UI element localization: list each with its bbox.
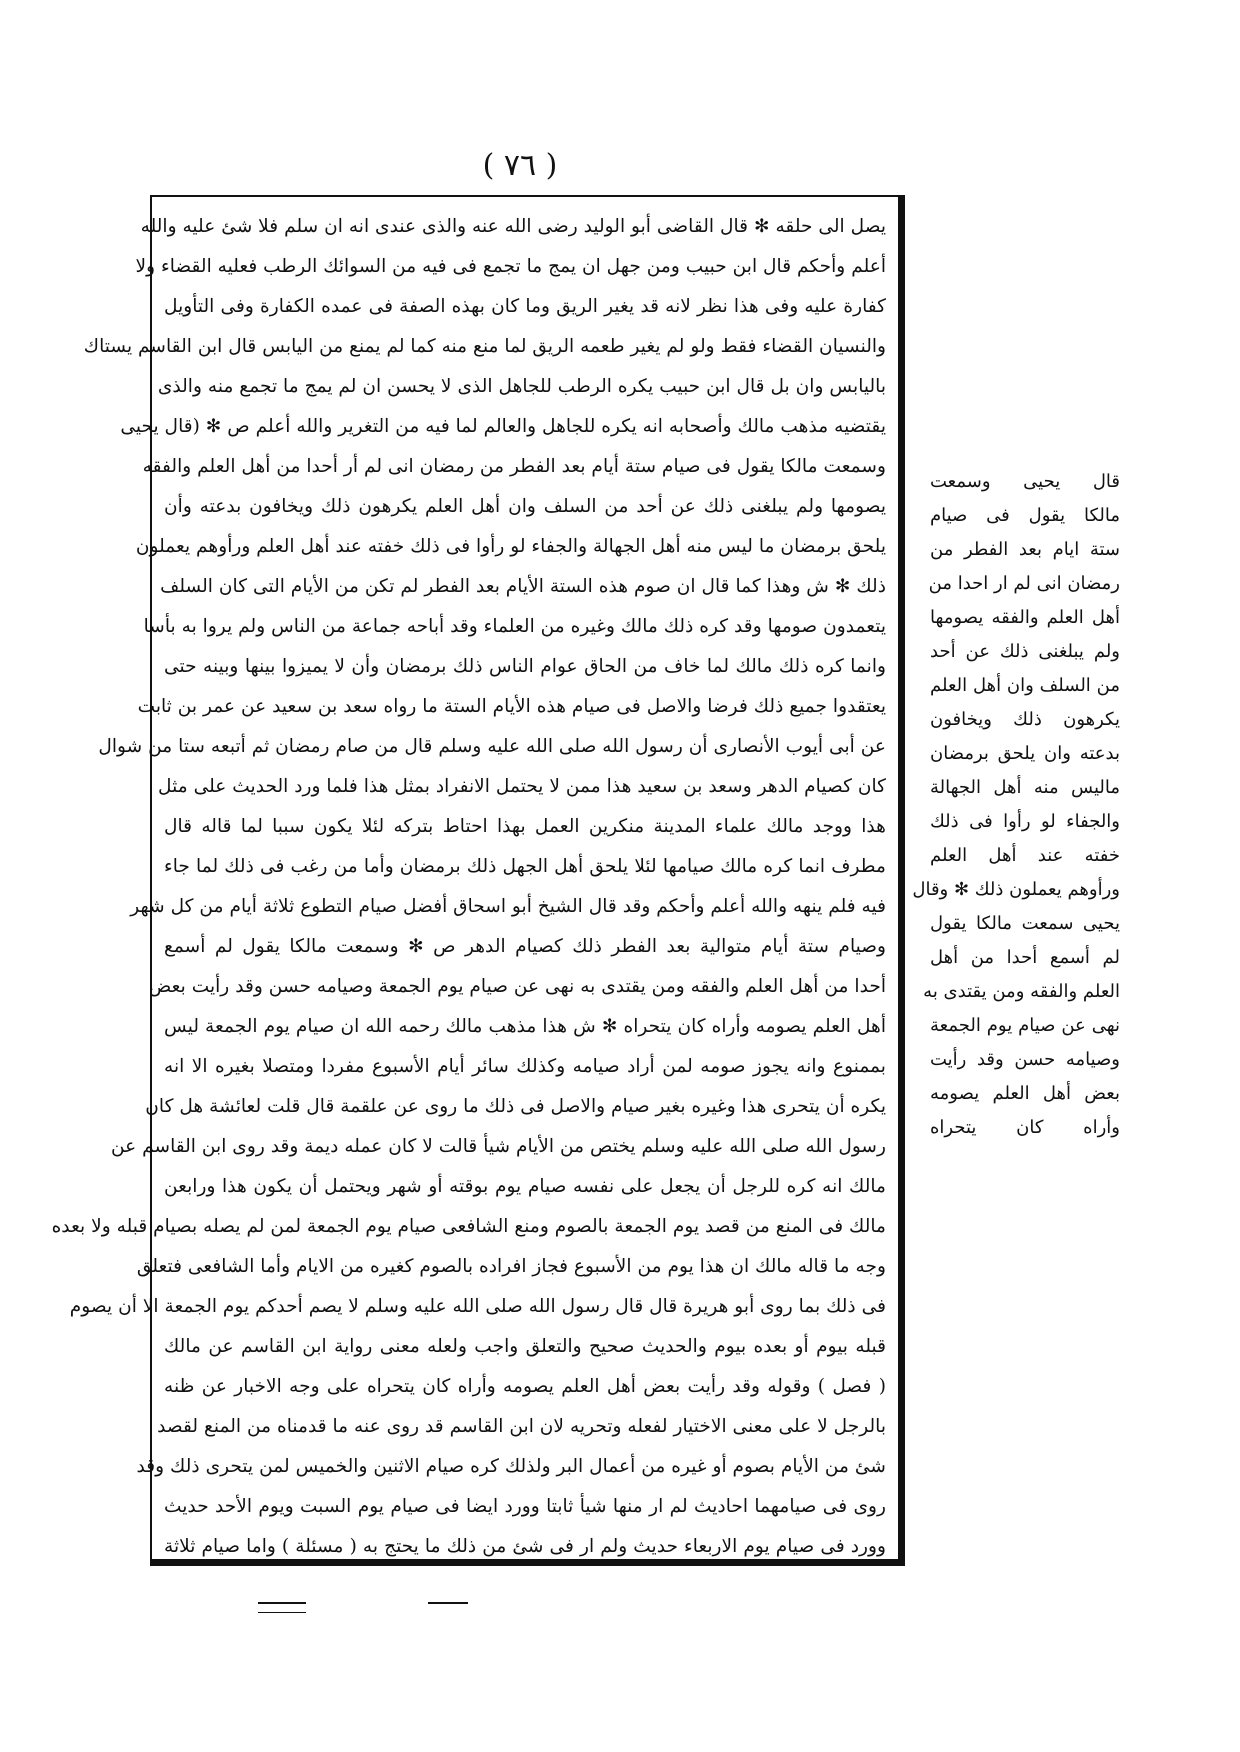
side-note-line: رمضان انى لم ار احدا من [928, 573, 1120, 594]
side-note-line: نهى عن صيام يوم الجمعة [930, 1015, 1120, 1036]
text-line: عن أبى أيوب الأنصارى أن رسول الله صلى الله عليه وسلم قال من صام رمضان ثم أتبعه ستا من شوال [98, 736, 886, 757]
text-line: كفارة عليه وفى هذا نظر لانه قد يغير الريق وما كان بهذه الصفة فى عمده الكفارة وفى التأويل [164, 296, 886, 317]
text-line: يصل الى حلقه ✻ قال القاضى أبو الوليد رضى الله عنه والذى عندى انه ان سلم فلا شئ عليه والله [140, 216, 886, 237]
text-line: روى فى صيامهما احاديث لم ار منها شيأ ثابتا وورد ايضا فى صيام يوم السبت ويوم الأحد حديث [164, 1496, 886, 1517]
text-line: بالرجل لا على معنى الاختيار لفعله وتحريه لان ابن القاسم قد روى عنه ما قدمناه من المنع لقصد [157, 1416, 886, 1437]
text-line: مالك فى المنع من قصد يوم الجمعة بالصوم ومنع الشافعى صيام يوم الجمعة لمن لم يصله بصيام قبله ولا بعده [51, 1216, 886, 1237]
text-line: وجه ما قاله مالك ان هذا يوم من الأسبوع فجاز افراده بالصوم كغيره من الايام وأما الشافعى فتعلق [136, 1256, 886, 1277]
side-note-line: قال يحيى وسمعت [930, 471, 1120, 492]
side-note-line: يحيى سمعت مالكا يقول [930, 913, 1120, 934]
text-line: شئ من الأيام بصوم أو غيره من أعمال البر ولذلك كره صيام الاثنين والخميس لمن يتحرى ذلك وقد [136, 1456, 886, 1477]
side-note-line: وأراه كان يتحراه [930, 1117, 1120, 1138]
text-line: ذلك ✻ ش وهذا كما قال ان صوم هذه الستة الأيام بعد الفطر لم تكن من الأيام التى كان السلف [160, 576, 886, 597]
text-line: باليابس وان بل قال ابن حبيب يكره الرطب للجاهل الذى لا يحسن ان لم يمج ما تجمع منه والذى [157, 376, 886, 397]
text-line: فى ذلك بما روى أبو هريرة قال قال رسول الله صلى الله عليه وسلم لا يصم أحدكم يوم الجمعة الا أن يصوم [69, 1296, 886, 1317]
side-note-line: والجفاء لو رأوا فى ذلك [930, 811, 1120, 832]
text-line: فيه فلم ينهه والله أعلم وأحكم وقد قال الشيخ أبو اسحاق أفضل صيام التطوع ثلاثة أيام من كل شهر [130, 896, 886, 917]
text-line: بممنوع وانه يجوز صومه لمن أراد صيامه وكذلك سائر أيام الأسبوع مفردا ومتصلا بغيره الا انه [164, 1056, 886, 1077]
text-line: وورد فى صيام يوم الاربعاء حديث ولم ار فى شئ من ذلك ما يحتج به ( مسئلة ) واما صيام ثلاثة [164, 1536, 886, 1557]
text-line: وانما كره ذلك مالك لما خاف من الحاق عوام الناس ذلك برمضان وأن لا يميزوا بينها وبينه حتى [164, 656, 886, 677]
main-text-body [51, 207, 886, 1557]
text-line: وسمعت مالكا يقول فى صيام ستة أيام بعد الفطر من رمضان انى لم أر أحدا من أهل العلم والفقه [142, 456, 886, 477]
side-note-line: وصيامه حسن وقد رأيت [930, 1049, 1120, 1070]
side-note-line: أهل العلم والفقه يصومها [930, 607, 1120, 628]
side-note-line: لم أسمع أحدا من أهل [930, 947, 1120, 968]
main-text-frame [51, 195, 905, 1566]
text-line: يقتضيه مذهب مالك وأصحابه انه يكره للجاهل والعالم لما فيه من التغرير والله أعلم ص ✻ (قال يحيى [120, 416, 886, 437]
side-note-line: يكرهون ذلك ويخافون [930, 709, 1120, 730]
text-line: أحدا من أهل العلم والفقه ومن يقتدى به نهى عن صيام يوم الجمعة وصيامه حسن وقد رأيت بعض [148, 976, 886, 997]
footer-rule [428, 1602, 468, 1604]
text-line: مالك انه كره للرجل أن يجعل على نفسه صيام يوم بوقته أو شهر ويحتمل أن يكون هذا ورابعن [164, 1176, 886, 1197]
text-line: قبله بيوم أو بعده بيوم والحديث صحيح والتعلق واجب ولعله معنى رواية ابن القاسم عن مالك [164, 1336, 886, 1357]
text-line: يتعمدون صومها وقد كره ذلك مالك وغيره من العلماء وقد أباحه جماعة من الناس ولم يروا به بأسا [143, 616, 886, 637]
side-note-line: بعض أهل العلم يصومه [930, 1083, 1120, 1104]
footer-rule [258, 1612, 306, 1613]
text-line: رسول الله صلى الله عليه وسلم يختص من الأيام شيأ قالت لا كان عمله ديمة وقد روى ابن القاسم عن [110, 1136, 886, 1157]
text-line: يصومها ولم يبلغنى ذلك عن أحد من السلف وان أهل العلم يكرهون ذلك ويخافون بدعته وأن [164, 496, 886, 517]
side-note-line: ورأوهم يعملون ذلك ✻ وقال [912, 879, 1120, 900]
side-note-line: بدعته وان يلحق برمضان [930, 743, 1120, 764]
text-line: ( فصل ) وقوله وقد رأيت بعض أهل العلم يصومه وأراه كان يتحراه على وجه الاخبار عن ظنه [164, 1376, 886, 1397]
footer-rule [258, 1602, 306, 1604]
side-note-line: العلم والفقه ومن يقتدى به [923, 981, 1120, 1002]
text-line: يعتقدوا جميع ذلك فرضا والاصل فى صيام هذه الأيام الستة ما رواه سعد بن سعيد عن عمر بن ثابت [137, 696, 886, 717]
text-line: هذا ووجد مالك علماء المدينة منكرين العمل بهذا احتاط بتركه لئلا يكون سببا لما قاله قال [164, 816, 886, 837]
side-note-line: خفته عند أهل العلم [930, 845, 1120, 866]
text-line: يلحق برمضان ما ليس منه أهل الجهالة والجفاء لو رأوا فى ذلك خفته عند أهل العلم ورأوهم يعملون [135, 536, 886, 557]
page-number: ( ٧٦ ) [482, 148, 558, 183]
text-line: وصيام ستة أيام متوالية بعد الفطر ذلك كصيام الدهر ص ✻ وسمعت مالكا يقول لم أسمع [164, 936, 886, 957]
text-line: يكره أن يتحرى هذا وغيره بغير صيام والاصل فى ذلك ما روى عن علقمة قال قلت لعائشة هل كان [145, 1096, 886, 1117]
text-line: أهل العلم يصومه وأراه كان يتحراه ✻ ش هذا مذهب مالك رحمه الله ان صيام يوم الجمعة ليس [164, 1016, 886, 1037]
side-note-line: ماليس منه أهل الجهالة [930, 777, 1120, 798]
text-line: مطرف انما كره مالك صيامها لئلا يلحق أهل الجهل ذلك برمضان وأما من رغب فى ذلك لما جاء [164, 856, 886, 877]
side-note-line: ولم يبلغنى ذلك عن أحد [930, 641, 1120, 662]
text-line: والنسيان القضاء فقط ولو لم يغير طعمه الريق لما منع منه كما لم يمنع من اليابس قال ابن القاسم يستاك [83, 336, 886, 357]
side-note-line: من السلف وان أهل العلم [930, 675, 1120, 696]
side-note-line: ستة ايام بعد الفطر من [930, 539, 1120, 560]
text-line: أعلم وأحكم قال ابن حبيب ومن جهل ان يمج ما تجمع فى فيه من السوائك الرطب فعليه القضاء ولا [135, 256, 886, 277]
side-note-line: مالكا يقول فى صيام [930, 505, 1120, 526]
side-note [912, 465, 1120, 1138]
text-line: كان كصيام الدهر وسعد بن سعيد هذا ممن لا يحتمل الانفراد بمثل هذا فلما ورد الحديث على مثل [158, 776, 886, 797]
